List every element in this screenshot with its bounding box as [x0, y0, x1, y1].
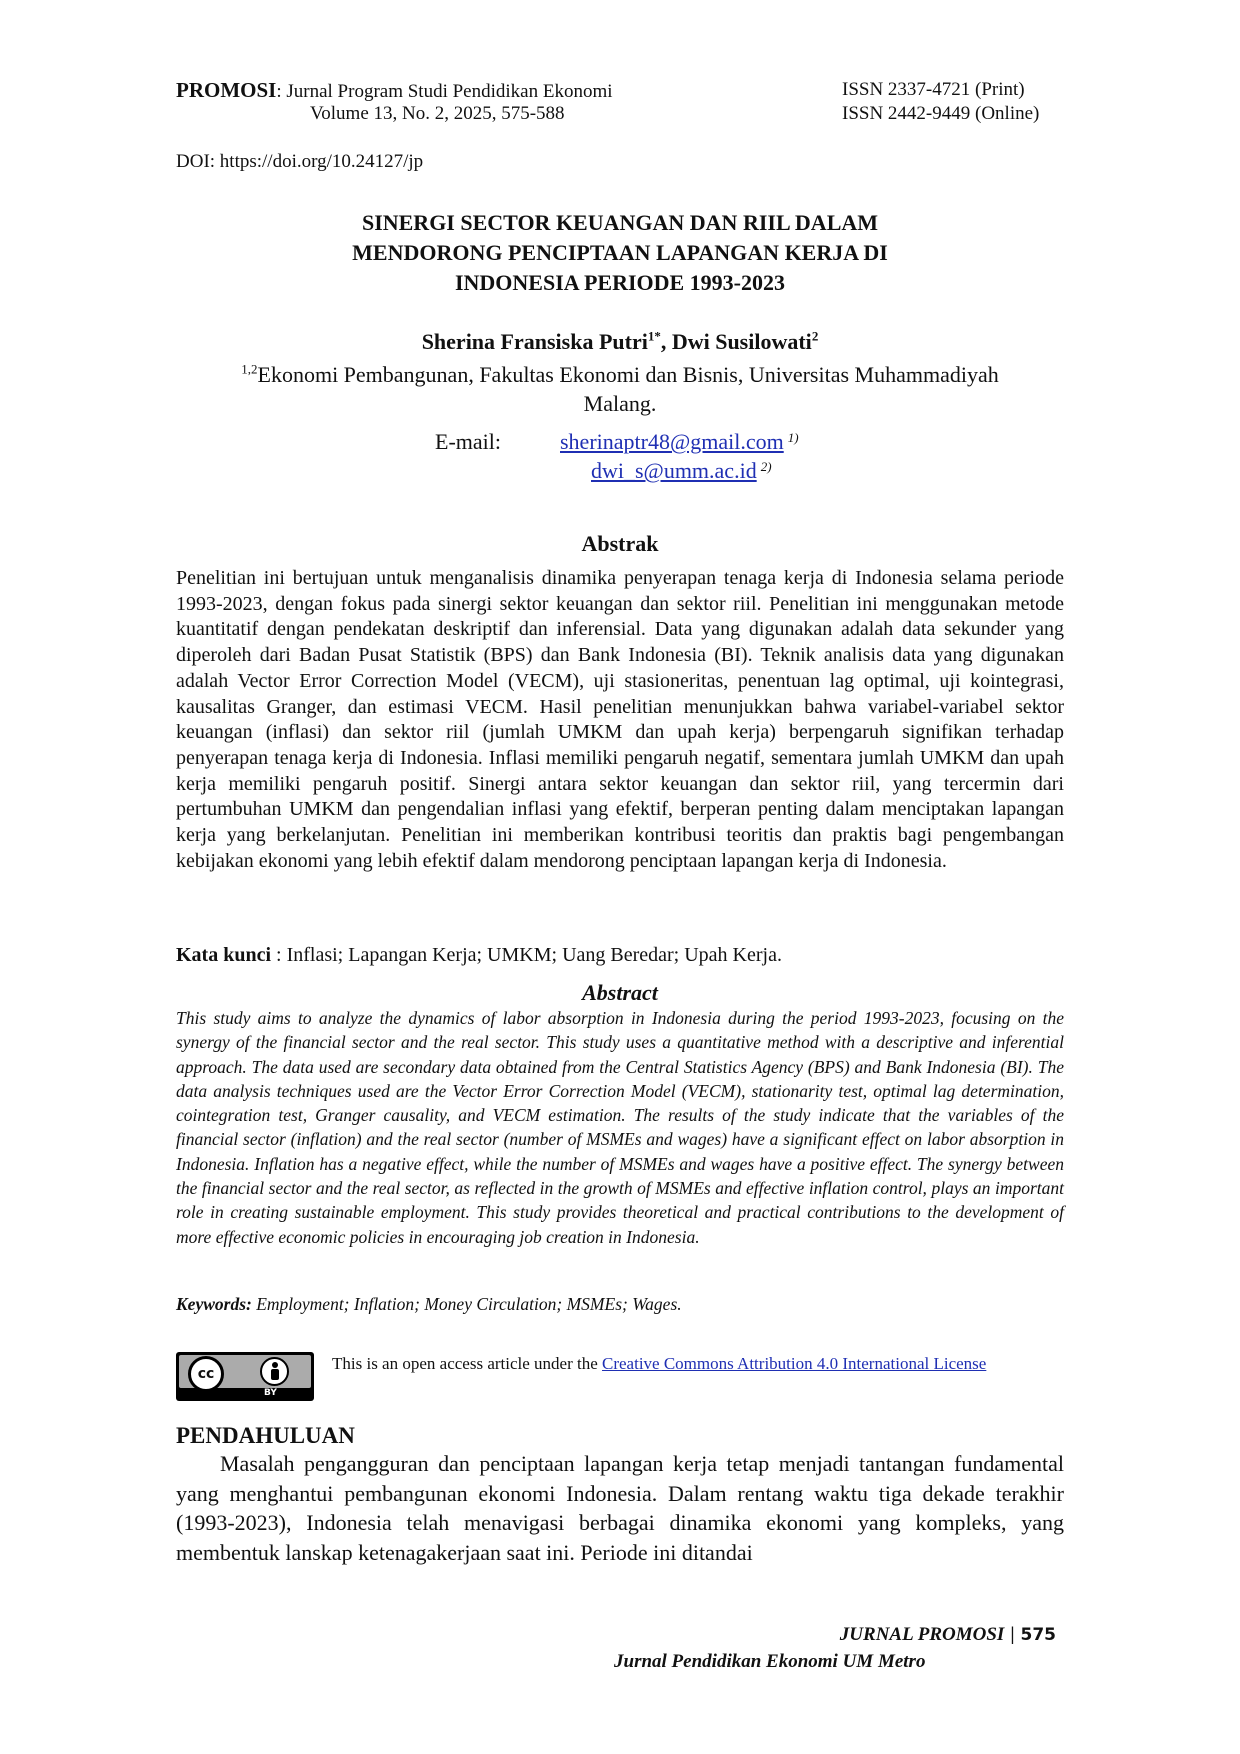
author-2-marker: 2	[811, 328, 819, 344]
license-text: This is an open access article under the	[332, 1354, 603, 1373]
pendahuluan-paragraph	[176, 1449, 1064, 1567]
abstrak-heading: Abstrak	[581, 531, 659, 556]
email-1-link[interactable]: sherinaptr48@gmail.com	[560, 429, 784, 454]
author-2: Dwi Susilowati	[671, 329, 812, 354]
cc-by-license-badge[interactable]	[176, 1352, 314, 1401]
issn-online: ISSN 2442-9449 (Online)	[842, 103, 1040, 124]
email-1-note: 1)	[787, 430, 799, 445]
keywords-values: Employment; Inflation; Money Circulation; MSMEs; Wages.	[251, 1294, 682, 1314]
attribution-person-icon	[260, 1357, 289, 1386]
cc-logo-icon: cc	[188, 1356, 224, 1392]
affiliation-line-1: Ekonomi Pembangunan, Fakultas Ekonomi dan Bisnis, Universitas Muhammadiyah	[257, 362, 999, 387]
journal-header	[176, 78, 613, 104]
footer-subtitle: Jurnal Pendidikan Ekonomi UM Metro	[614, 1651, 926, 1672]
keywords-label: Keywords:	[176, 1294, 252, 1314]
footer-journal-line	[840, 1624, 1056, 1646]
abstract-heading: Abstract	[582, 980, 658, 1005]
abstrak-keywords	[176, 944, 782, 967]
author-1: Sherina Fransiska Putri	[421, 329, 648, 354]
paper-title	[280, 208, 960, 298]
by-label: BY	[264, 1388, 277, 1398]
person-body-shape	[271, 1369, 279, 1380]
person-head-shape	[272, 1362, 278, 1368]
email-label: E-mail:	[435, 429, 501, 454]
page-number: 575	[1020, 1625, 1056, 1645]
email-2-link[interactable]: dwi_s@umm.ac.id	[591, 458, 757, 483]
title-line-1: SINERGI SECTOR KEUANGAN DAN RIIL DALAM	[361, 210, 879, 235]
email-2-row	[591, 458, 772, 484]
author-separator: ,	[660, 329, 672, 354]
doi[interactable]: DOI: https://doi.org/10.24127/jp	[176, 151, 424, 172]
kata-kunci-label: Kata kunci	[176, 944, 272, 966]
email-2-note: 2)	[760, 459, 772, 474]
issn-print: ISSN 2337-4721 (Print)	[842, 79, 1025, 100]
title-line-3: INDONESIA PERIODE 1993-2023	[454, 270, 786, 295]
footer-journal-name: JURNAL PROMOSI	[839, 1624, 1005, 1645]
author-list	[180, 329, 1060, 355]
affiliation-line-2: Malang.	[583, 391, 657, 416]
license-statement	[332, 1354, 986, 1374]
license-link[interactable]: Creative Commons Attribution 4.0 International License	[602, 1354, 987, 1373]
journal-full-name: : Jurnal Program Studi Pendidikan Ekonomi	[276, 81, 613, 102]
affiliation	[180, 360, 1060, 418]
pendahuluan-text: Masalah pengangguran dan penciptaan lapangan kerja tetap menjadi tantangan fundamental yang menghantui pembangunan ekonomi Indonesia. Dalam rentang waktu tiga dekade terakhir (1993-2023), Indonesia telah menavigasi berbagai dinamika ekonomi yang kompleks, yang membentuk lanskap ketenagakerjaan saat ini. Periode ini ditandai	[176, 1451, 1064, 1565]
author-1-marker: 1*	[647, 328, 661, 344]
affiliation-marker: 1,2	[241, 361, 258, 377]
pendahuluan-heading: PENDAHULUAN	[176, 1423, 355, 1448]
journal-short-name: PROMOSI	[176, 78, 277, 102]
title-line-2: MENDORONG PENCIPTAAN LAPANGAN KERJA DI	[352, 240, 888, 265]
email-1-row	[560, 429, 799, 455]
abstract-keywords	[176, 1294, 682, 1315]
kata-kunci-values: : Inflasi; Lapangan Kerja; UMKM; Uang Beredar; Upah Kerja.	[271, 944, 782, 966]
footer-separator: |	[1010, 1624, 1015, 1645]
journal-volume: Volume 13, No. 2, 2025, 575-588	[310, 103, 565, 124]
abstract-body: This study aims to analyze the dynamics of labor absorption in Indonesia during the period 1993-2023, focusing on the synergy of the financial sector and the real sector. This study uses a quantitative method with a descriptive and inferential approach. The data used are secondary data obtained from the Central Statistics Agency (BPS) and Bank Indonesia (BI). The data analysis techniques used are the Vector Error Correction Model (VECM), stationarity test, optimal lag determination, cointegration test, Granger causality, and VECM estimation. The results of the study indicate that the variables of the financial sector (inflation) and the real sector (number of MSMEs and wages) have a significant effect on labor absorption in Indonesia. Inflation has a negative effect, while the number of MSMEs and wages have a positive effect. The synergy between the financial sector and the real sector, as reflected in the growth of MSMEs and effective inflation control, plays an important role in creating sustainable employment. This study provides theoretical and practical contributions to the development of more effective economic policies in encouraging job creation in Indonesia.	[176, 1008, 1064, 1247]
abstrak-body: Penelitian ini bertujuan untuk menganalisis dinamika penyerapan tenaga kerja di Indonesia selama periode 1993-2023, dengan fokus pada sinergi sektor keuangan dan sektor riil. Penelitian ini menggunakan metode kuantitatif dengan pendekatan deskriptif dan inferensial. Data yang digunakan adalah data sekunder yang diperoleh dari Badan Pusat Statistik (BPS) dan Bank Indonesia (BI). Teknik analisis data yang digunakan adalah Vector Error Correction Model (VECM), uji stasioneritas, penentuan lag optimal, uji kointegrasi, kausalitas Granger, dan estimasi VECM. Hasil penelitian menunjukkan bahwa variabel-variabel sektor keuangan (inflasi) dan sektor riil (jumlah UMKM dan upah kerja) berpengaruh signifikan terhadap penyerapan tenaga kerja di Indonesia. Inflasi memiliki pengaruh negatif, sementara jumlah UMKM dan upah kerja memiliki pengaruh positif. Sinergi antara sektor keuangan dan sektor riil, yang tercermin dari pertumbuhan UMKM dan pengendalian inflasi yang efektif, berperan penting dalam menciptakan lapangan kerja yang berkelanjutan. Penelitian ini memberikan kontribusi teoritis dan praktis bagi pengembangan kebijakan ekonomi yang lebih efektif dalam mendorong penciptaan lapangan kerja di Indonesia.	[176, 567, 1064, 872]
